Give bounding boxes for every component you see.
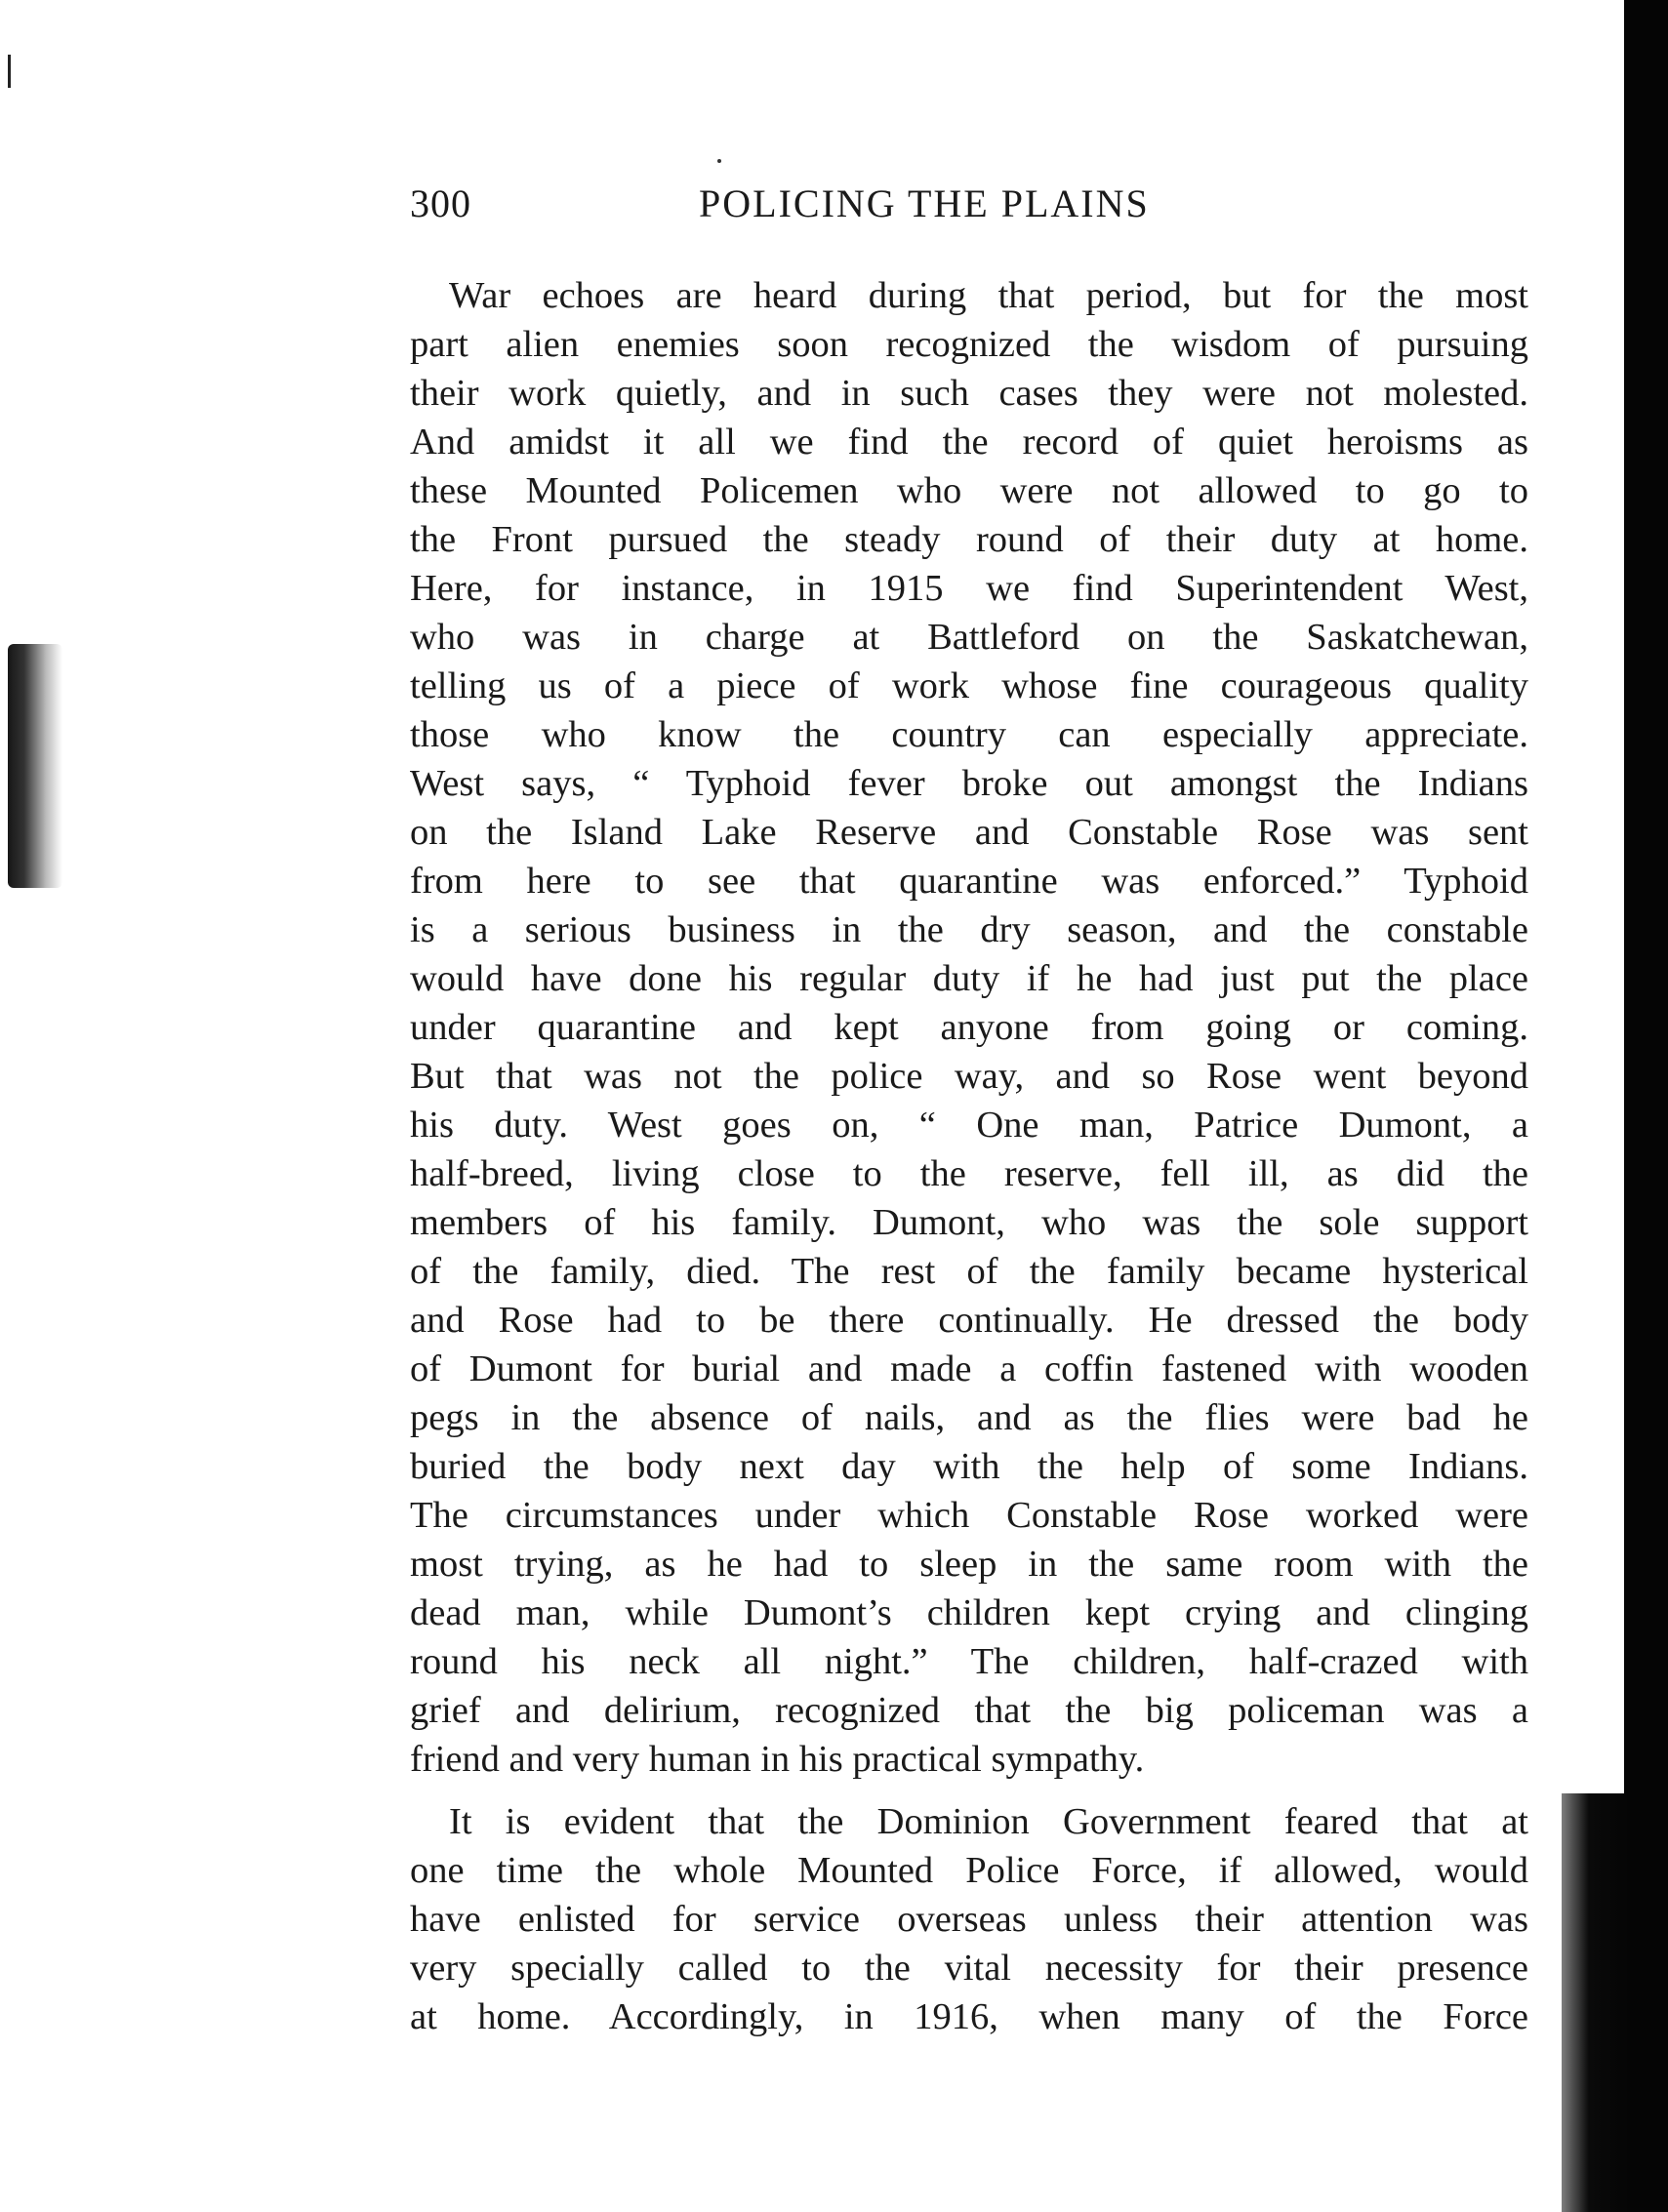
text-line: of Dumont for burial and made a coffin fastened with wooden xyxy=(410,1348,1528,1389)
text-line: one time the whole Mounted Police Force, if allowed, would xyxy=(410,1850,1528,1891)
text-line: very specially called to the vital necessity for their presence xyxy=(410,1948,1528,1989)
text-line: is a serious business in the dry season, and the constable xyxy=(410,909,1528,950)
text-line: And amidst it all we find the record of quiet heroisms as xyxy=(410,422,1528,463)
text-line: the Front pursued the steady round of their duty at home. xyxy=(410,519,1528,560)
text-line: grief and delirium, recognized that the big policeman was a xyxy=(410,1690,1528,1731)
text-line: dead man, while Dumont’s children kept crying and clinging xyxy=(410,1592,1528,1633)
text-line: War echoes are heard during that period, but for the most xyxy=(449,275,1528,316)
text-line: these Mounted Policemen who were not allowed to go to xyxy=(410,470,1528,511)
scan-speck xyxy=(717,159,721,163)
text-line: The circumstances under which Constable Rose worked were xyxy=(410,1495,1528,1536)
text-line: most trying, as he had to sleep in the same room with the xyxy=(410,1544,1528,1585)
text-line: pegs in the absence of nails, and as the flies were bad he xyxy=(410,1397,1528,1438)
scan-edge-shadow-lower xyxy=(1562,1793,1630,2212)
page-header xyxy=(410,181,1240,239)
text-line: of the family, died. The rest of the family became hysterical xyxy=(410,1251,1528,1292)
text-line: But that was not the police way, and so Rose went beyond xyxy=(410,1056,1528,1097)
text-line: It is evident that the Dominion Government feared that at xyxy=(449,1801,1528,1842)
text-line: West says, “ Typhoid fever broke out amongst the Indians xyxy=(410,763,1528,804)
text-line: and Rose had to be there continually. He dressed the body xyxy=(410,1300,1528,1341)
scan-edge-mark xyxy=(8,55,11,88)
text-line: under quarantine and kept anyone from going or coming. xyxy=(410,1007,1528,1048)
text-line: round his neck all night.” The children, half-crazed with xyxy=(410,1641,1528,1682)
text-line: on the Island Lake Reserve and Constable Rose was sent xyxy=(410,812,1528,853)
text-line: their work quietly, and in such cases they were not molested. xyxy=(410,373,1528,414)
text-line: half-breed, living close to the reserve, fell ill, as did the xyxy=(410,1153,1528,1194)
text-line: have enlisted for service overseas unless their attention was xyxy=(410,1899,1528,1940)
text-line: telling us of a piece of work whose fine courageous quality xyxy=(410,665,1528,706)
text-line: would have done his regular duty if he had just put the place xyxy=(410,958,1528,999)
text-line: from here to see that quarantine was enforced.” Typhoid xyxy=(410,861,1528,902)
paragraph-1 xyxy=(410,271,1528,1784)
page-number: 300 xyxy=(410,181,471,225)
text-line: members of his family. Dumont, who was the sole support xyxy=(410,1202,1528,1243)
text-line: his duty. West goes on, “ One man, Patrice Dumont, a xyxy=(410,1105,1528,1146)
paragraph-2 xyxy=(410,1797,1528,2041)
text-line: Here, for instance, in 1915 we find Superintendent West, xyxy=(410,568,1528,609)
body-text xyxy=(410,271,1528,2041)
text-line: those who know the country can especially appreciate. xyxy=(410,714,1528,755)
text-line: at home. Accordingly, in 1916, when many of the Force xyxy=(410,1996,1528,2037)
text-line: part alien enemies soon recognized the wisdom of pursuing xyxy=(410,324,1528,365)
running-head: POLICING THE PLAINS xyxy=(699,181,1150,225)
text-line: buried the body next day with the help of some Indians. xyxy=(410,1446,1528,1487)
text-line: who was in charge at Battleford on the Saskatchewan, xyxy=(410,617,1528,658)
scan-edge-shadow xyxy=(1624,0,1668,2212)
text-line: friend and very human in his practical sympathy. xyxy=(410,1739,1145,1780)
binding-shadow xyxy=(8,644,62,888)
